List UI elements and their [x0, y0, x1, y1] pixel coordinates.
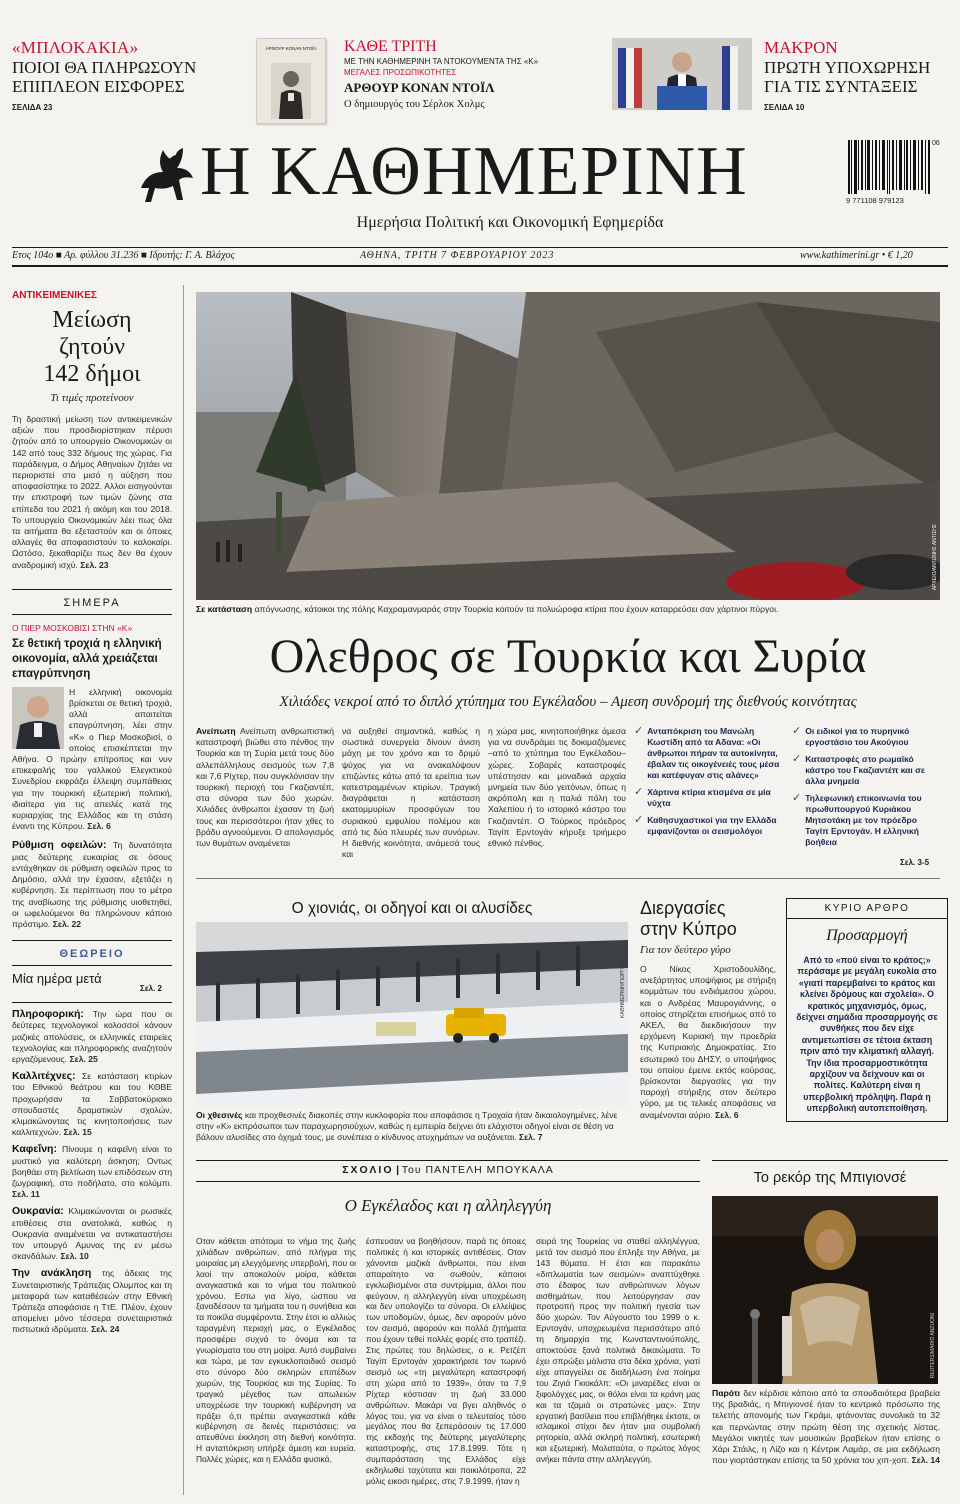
today-label: ΣΗΜΕΡΑ [63, 596, 121, 609]
comment-title[interactable]: Ο Εγκέλαδος και η αλληλεγγύη [344, 1196, 552, 1215]
teaser-kicker: ΜΑΚΡΟΝ [764, 38, 838, 57]
teaser-title: ΕΠΙΠΛΕΟΝ ΕΙΣΦΟΡΕΣ [12, 77, 185, 96]
brief-body: Πίνουμε η καφεΐνη είναι το μυστικό για καλύτερη άσκηση; Οντως βοηθάει στη βελτίωση των επιδόσεων στη ζωγραφική, στο ποδήλατο, στο κολύμπι. [12, 1144, 172, 1188]
cyprus-headline[interactable]: Διεργασίες [640, 898, 726, 918]
brief-ref[interactable]: Σελ. 15 [63, 1127, 92, 1138]
editorial-box [786, 898, 948, 1122]
comment-sep: | [396, 1164, 400, 1176]
main-subhead: Χιλιάδες νεκροί από το διπλό χτύπημα του Εγκέλαδου – Αμεση συνδρομή της διεθνούς κοινότητας [279, 694, 857, 710]
teaser-subline: ΜΕ ΤΗΝ ΚΑΘΗΜΕΡΙΝΗ ΤΑ ΝΤΟΚΟΥΜΕΝΤΑ ΤΗΣ «Κ» [344, 57, 539, 66]
brief-item [12, 1144, 172, 1200]
brief-body: της άδειας της Συνεταιριστικής Τράπεζας Ολυμπος και τη μεταφορά των καταθέσεών στην Εθνική Τράπεζα αποφάσισε η ΤτΕ. Πλέον, έχουν απομείνει μόνο τέσσερα συνεταιριστικά πιστωτικά ιδρύματα. [12, 1268, 173, 1335]
bullet-item[interactable]: ✓ Χάρτινα κτίρια κτισμένα σε μία νύχτα [634, 786, 771, 808]
interview-block [12, 687, 172, 833]
dateline-rule-bottom [12, 265, 948, 267]
editorial-title[interactable]: Προσαρμογή [826, 927, 908, 944]
comment-col3 [536, 1236, 700, 1465]
editorial-body: Από το «πού είναι το κράτος;» περάσαμε με μεγάλη ευκολία στο «γιατί παρεμβαίνει το κράτος και κλείνει δρόμους και σχολεία». Ο κρατικός μηχανισμός, όμως, δείχνει σημάδια προσαρμογής σε συνθήκες που δεν είχε αντιμετωπίσει σε τέτοια έκταση πριν από την κλιματική αλλαγή. Την ίδια προσαρμοστικότητα αρχίζουν να δείχνουν και οι πολίτες. Καλύτερη είναι η υπερβολική πρόληψη. Παρά η υπερβολική αυτοπεποίθηση. [796, 955, 938, 1114]
cyprus-body-wrap [640, 964, 776, 1121]
main-bullets-a [634, 726, 784, 837]
snow-photo-credit: ΚΑΘΗΜΕΡΙΝΗ/ΓΙΩΡΓΟΣ [620, 962, 626, 1018]
main-body-col3 [488, 726, 626, 849]
snow-caption-text: και προχθεσινές διακοπές στην κυκλοφορία που αποφάσισε η Τροχαία ήταν δικαιολογημένες, λένε στην «Κ» εκπρόσωποι των παραχωρησιούχων, καθώς η εμπειρία δείχνει ότι ελάχιστοι οδηγοί είναι σε θέση να βάλουν αλυσίδες στο όχημά τους, με συνέπεια ο κίνδυνος ατυχημάτων να αυξάνεται. [196, 1110, 618, 1143]
macron-photo-illustration [612, 38, 752, 110]
story-body-wrap [12, 414, 172, 571]
comment-header [196, 1164, 700, 1176]
earthquake-photo[interactable] [196, 292, 940, 600]
teaser-conan-doyle[interactable] [344, 38, 564, 110]
teaser-subline: ΜΕΓΑΛΕΣ ΠΡΟΣΩΠΙΚΟΤΗΤΕΣ [344, 68, 457, 77]
caption-text: απόγνωσης, κάτοικοι της πόλης Καχραμανμαράς στην Τουρκία κοιτούν τα πολυώροφα κτίρια που έχουν καταρρεύσει σαν χάρτινοι πύργοι. [254, 604, 779, 614]
teaser-title: ΑΡΘΟΥΡ ΚΟΝΑΝ ΝΤΟΪΛ [344, 80, 495, 95]
settle-body: Τη δυνατότητα μιας δεύτερης ευκαιρίας σε όσους εντάχθηκαν σε ρύθμιση οφειλών προς το Δημόσιο, αλλά την έχασαν, εξετάζει η κυβέρνηση. Σε περίπτωση που το μέτρο της αναβίωσης της ρύθμισης υιοθετηθεί, οι ωφελούμενοι θα πληρώνουν κάποιο πρόστιμο. [12, 840, 172, 929]
brief-title[interactable]: Καλλιτέχνες: [12, 1070, 76, 1083]
bullet-item[interactable]: ✓ Καταστροφές στο ρωμαϊκό κάστρο του Γκαζιαντέπ και σε άλλα μνημεία [792, 753, 925, 786]
comment-text: σειρά της Τουρκίας να σταθεί αλληλέγγυα, μετά τον σεισμό που έπληξε την Αθήνα, με 143 θύματα. Η έτσι και παρακάτω «διπλωματία των σεισμών» αναπτύχθηκε στο έδαφος των ανθρώπινων λόγων αισθημάτων, που λειτούργησαν σαν προτροπή προς την πολιτική ηγεσία των δύο χωρών. Τον Αύγουστο του 1999 ο κ. Ερντογάν, υποχρεωμένα περισσότερο από τη δημαρχία της Κωνσταντινούπολης, αποκτούσε ξανά πολιτικά δικαιώματα. Το έχει σπρώξει μάλιστα στα δέκα χρόνια, γιατί είχε απαγγείλει σε διαδήλωση ένα ποίημα του Ζιγιά Γκιοκάλπ: «Οι μιναρέδες είναι οι ξιφολόγχες μας, οι θόλοι είναι τα κράνη μας και τα τζαμιά οι στρατώνες μας». Στην εργατική βασίλεια που επιβλήθηκε έκτοτε, οι ισλαμικοί στίχοι δεν ήταν μια συμβολική ρητορεία, αλλά σκληρή πολιτική, εσωτερική και εξωτερική. Μολαταύτα, ο πρώτος λόγος ανήκει πάντα στην αλληλεγγύη. [536, 1236, 700, 1465]
beyonce-rule [712, 1160, 948, 1161]
beyonce-ref[interactable]: Σελ. 14 [911, 1455, 940, 1466]
snow-photo-illustration [196, 922, 628, 1106]
brief-ref[interactable]: Σελ. 25 [69, 1053, 98, 1064]
brief-item [12, 1268, 172, 1335]
brief-title[interactable]: Πληροφορική: [12, 1008, 84, 1021]
comment-author: Του ΠΑΝΤΕΛΗ ΜΠΟΥΚΑΛΑ [401, 1164, 554, 1176]
snow-ref[interactable]: Σελ. 7 [518, 1132, 543, 1143]
theory-banner [12, 940, 172, 966]
barcode [846, 140, 944, 208]
comment-rule-top [196, 1160, 700, 1161]
comment-col1 [196, 1236, 356, 1465]
beyonce-headline[interactable]: Το ρεκόρ της Μπιγιονσέ [753, 1170, 907, 1186]
column-divider [183, 285, 184, 1495]
story-headline: 142 δήμοι [43, 361, 141, 387]
bullet-item[interactable]: ✓ Οι ειδικοί για το πυρηνικό εργοστάσιο του Ακούγιου [792, 725, 910, 747]
settle-title[interactable]: Ρύθμιση οφειλών: [12, 839, 107, 852]
theory-title: Μία ημέρα μετά [12, 971, 102, 987]
check-icon: ✓ [634, 814, 644, 826]
cyprus-headline[interactable]: στην Κύπρο [640, 919, 737, 939]
photo-caption [196, 604, 940, 615]
comment-label: ΣΧΟΛΙΟ [342, 1164, 394, 1176]
beyonce-caption-text: δεν κέρδισε κάποιο από τα σπουδαιότερα βραβεία της βραδιάς, η Μπιγιονσέ ήταν το κεντρικό πρόσωπο της τελετής απονομής των Γκράμι, φτάνοντας συνολικά τα 32 και περνώντας στην πρώτη θέση της σχετικής λίστας. Μεγάλοι νικητές των μουσικών βραβείων ήταν επίσης ο Χάρι Στάιλς, η Λίζο και η Κέντρικ Λαμάρ, σε μια εκδήλωση που γιορτάστηκαν επίσης τα 50 χρόνια του χιπ-χοπ. [712, 1388, 940, 1466]
check-icon: ✓ [792, 792, 802, 804]
dateline-left: Ετος 104ο ■ Αρ. φύλλου 31.236 ■ Ιδρυτής: Γ. Α. Βλάχος [12, 250, 235, 261]
beyonce-photo-illustration [712, 1196, 938, 1384]
check-icon: ✓ [792, 725, 802, 737]
beyonce-caption [712, 1388, 940, 1466]
brief-body: Σε κατάσταση κτιρίων του Εθνικού θεάτρου και του ΚΘΒΕ προχωρήσαν τα Σαββατοκύριακο σπουδαστές δραματικών σχολών, κλιμακώνοντας τις κινητοποιήσεις των καλλιτεχνών. [12, 1071, 173, 1138]
settle-ref[interactable]: Σελ. 22 [52, 918, 82, 929]
story-headline: ζητούν [59, 334, 125, 360]
teaser-title: ΠΟΙΟΙ ΘΑ ΠΛΗΡΩΣΟΥΝ [12, 58, 197, 77]
comment-col2 [366, 1236, 526, 1487]
main-ref[interactable]: Σελ. 3-5 [900, 858, 930, 867]
earthquake-photo-illustration [196, 292, 940, 600]
today-banner [12, 589, 172, 615]
teaser-kicker: «ΜΠΛΟΚΑΚΙΑ» [12, 38, 139, 57]
story-body: Τη δραστική μείωση των αντικειμενικών αξιών που προσδιορίστηκαν πέρυσι ζητούν από το υπουργείο Οικονομικών οι 142 από τους 332 δήμους της χώρας. Για παράδειγμα, ο Δήμος Αθηναίων ζητάει να περιοριστεί στο μισό η αύξηση που αποφασίστηκε το 2022. Αλλοι εισηγούνται την επιστροφή των τιμών ζώνης στα επίπεδα του 2021 ή ακόμη και του 2018. Το υπουργείο Οικονομικών λέει πως όλα τα αιτήματα θα εξεταστούν και οι όποιες αλλαγές θα αποφασιστούν το καλοκαίρι. Ωστόσο, ξεκαθαρίζει πως δεν θα έχουν αναδρομική ισχύ. [12, 414, 172, 570]
snow-caption-lead: Οι χθεσινές [196, 1110, 243, 1120]
settle-brief [12, 840, 172, 930]
dateline-right: www.kathimerini.gr • € 1,20 [800, 250, 913, 261]
brief-item [12, 1071, 172, 1138]
caption-lead: Σε κατάσταση [196, 604, 253, 614]
teaser-kicker: ΚΑΘΕ ΤΡΙΤΗ [344, 38, 437, 55]
theory-item[interactable] [12, 970, 172, 998]
story-kicker: ΑΝΤΙΚΕΙΜΕΝΙΚΕΣ [12, 290, 97, 301]
main-body-text: Ανείπωτη ανθρωπιστική καταστροφή βιώθει στο πένθος την Τουρκία και τη Συρία μετά τους δύο αλλεπάλληλους σεισμούς των 7,8 και 7,6 Ρίχτερ, που συγκλόνισαν την τουρκική περιοχή του Γκαζιαντέπ, στα σύνορα των δύο χωρών. Χιλιάδες άνθρωποι έχασαν τη ζωή τους και περισσότεροι ήταν χθες το βράδυ αγνοούμενοι. Ο απολογισμός των θυμάτων αναμένεται [196, 726, 334, 849]
brief-item [12, 1009, 172, 1065]
book-title: ΑΡΘΟΥΡ ΚΟΝΑΝ ΝΤΟΪΛ [265, 46, 317, 51]
brief-ref[interactable]: Σελ. 10 [60, 1251, 89, 1262]
beyonce-caption-lead: Παρότι [712, 1388, 741, 1398]
teaser-macron[interactable] [764, 38, 954, 112]
pegasus-logo-icon [133, 142, 199, 208]
main-body-text: η χώρα μας, κινητοποιήθηκε άμεσα για να συνδράμει τις δοκιμαζόμενες –από το χτύπημα του Εγκέλαδου– χώρες. Σοβαρές καταστροφές υπέστησαν και μοναδικά αρχαία μνημεία των δύο γειτόνων, όπως η ακρόπολη και η παλιά πόλη του Χαλεπίου ή το ιστορικό κάστρο του Γκαζιαντέπ. Ο Τούρκος πρόεδρος Ταγίπ Ερντογάν κήρυξε τριήμερο εθνικό πένθος. [488, 726, 626, 849]
brief-title[interactable]: Καφεΐνη: [12, 1143, 57, 1156]
bullet-item[interactable]: ✓ Τηλεφωνική επικοινωνία του πρωθυπουργού Κυριάκου Μητσοτάκη με τον πρόεδρο Ταγίπ Ερντογάν. Η ελληνική βοήθεια [792, 792, 922, 847]
barcode-digits: 9 771108 979123 [846, 196, 904, 205]
story-ref[interactable]: Σελ. 23 [80, 559, 109, 570]
snow-headline[interactable]: Ο χιονιάς, οι οδηγοί και οι αλυσίδες [291, 900, 533, 917]
snow-photo[interactable] [196, 922, 628, 1106]
section-divider [196, 878, 940, 879]
beyonce-photo-credit: REUTERS/MARIO ANZUONI [930, 1312, 936, 1378]
dateline-center: ΑΘΗΝΑ, ΤΡΙΤΗ 7 ΦΕΒΡΟΥΑΡΙΟΥ 2023 [360, 250, 555, 261]
comment-text: Οταν κάθεται απότομα το νήμα της ζωής χιλιάδων ανθρώπων, από πλήγμα της μοιραίας μη ελεγχόμενης υπερβολή, που οι λαοί την αποκαλούν μοίρα, κάθεται αναγκαστικά και το νήμα του πολιτικού χρόνου. Εστω για λίγο, ώσπου να ξαναδέσουν τα τμήματα του η συνήθεια και τα ποικίλα συμφέροντα. Στην έτσι κι αλλιώς ταραγμένη περιοχή μας, ο Εγκέλαδος προσφέρει συχνά το όνομα και τα γνωρίσματα του στη μοίρα. Αυτό συμβαίνει και τώρα, με τον εγκυκλοπαιδικό σεισμό στο σύνορο δύο σκληρών επιπέδων χωρών, της Τουρκίας και της Συρίας. Το τραγικό μέγεθος των απωλειών υποχρέωσε την τουρκική κυβέρνηση να πράξει ό,τι πρέπει αναγκαστικά κάθε κυβέρνηση σε δεινές περιστάσεις: να απευθύνει έκκληση στη διεθνή κοινότητα. Η ανταπόκριση υπήρξε άμεση και ευρεία. Πολλές χώρες, και η Ελλάδα φυσικά, [196, 1236, 356, 1465]
teaser-title: ΓΙΑ ΤΙΣ ΣΥΝΤΑΞΕΙΣ [764, 77, 918, 96]
teaser-desc: Ο δημιουργός του Σέρλοκ Χολμς [344, 99, 485, 110]
macron-photo[interactable] [612, 38, 752, 110]
brief-ref[interactable]: Σελ. 11 [12, 1189, 40, 1200]
interview-ref[interactable]: Σελ. 6 [87, 821, 111, 832]
cyprus-body: Ο Νίκος Χριστοδουλίδης, ανεξάρτητος υποψήφιος με στήριξη κομμάτων του ενδιάμεσου χώρου, και ο Ανδρέας Μαυρογιάννης, ο οποίος στηρίζεται επισήμως από το ΑΚΕΛ, θα διεκδικήσουν την ερχόμενη Κυριακή την προεδρία της Κυπριακής Δημοκρατίας. Στο εσωτερικό του ΔΗΣΥ, ο υποψήφιος του οποίου έμεινε εκτός κούρσας, βρίσκονται διεργασίες για την παροχή στήριξης στον δεύτερο γύρο, με τις τελικές αποφάσεις να αναμένονται αύριο. [640, 964, 776, 1120]
story-subhead: Τι τιμές προτείνουν [50, 392, 134, 404]
interview-title[interactable]: Σε θετική τροχιά η ελληνική οικονομία, αλλά χρειάζεται επαγρύπνηση [12, 637, 162, 680]
main-body-text: να αυξηθεί σημαντικά, καθώς η σωστικά συνεργεία δίνουν άνιση μάχη με τον χρόνο και το δριμύ ψύχος για να ανακαλύψουν επιζώντες κάτω από τα ερείπια των κατεστραμμένων κτιρίων. Τραγική διαγράφεται η κατάσταση εκατομμυρίων προσφύγων του συριακού εμφυλίου πολέμου και από τις δύο πλευρές των συνόρων. Η διεθνής κοινότητα, ανάμεσά τους και [342, 726, 480, 860]
check-icon: ✓ [634, 725, 644, 737]
main-bullets-b [792, 726, 942, 848]
brief-title[interactable]: Ουκρανία: [12, 1205, 64, 1218]
dateline-rule-top [12, 247, 948, 248]
interview-kicker: Ο ΠΙΕΡ ΜΟΣΚΟΒΙΣΙ ΣΤΗΝ «Κ» [12, 622, 133, 633]
interview-body: Η ελληνική οικονομία βρίσκεται σε θετική τροχιά, αλλά απαιτείται επαγρύπνηση, λέει στην «Κ» ο Πιερ Μοσκοβισί, ο οποίος επισκέπτεται την Αθήνα. Ο πρώην επίτροπος και νυν επικεφαλής του γαλλικού Ελεγκτικού Συνεδρίου εκφράζει έλλειψη συμπάθειας για την τουρκική εξωτερική πολιτική, ιδιαίτερα για τις απειλές κατά της κυριαρχίας της Ελλάδος και τη στάση έναντι της Κύπρου. [12, 686, 172, 832]
brief-body: Την ώρα που οι δεύτερες τεχνολογικοί κολοσσοί κάνουν μαζικές απολύσεις, οι ελληνικές εταιρείες τεχνολογίας και πληροφορικής αναζητούν εργαζόμενους. [12, 1009, 172, 1064]
bullet-item[interactable]: ✓ Καθησυχαστικοί για την Ελλάδα εμφανίζονται οι σεισμολόγοι [634, 814, 777, 836]
left-column [12, 290, 172, 1336]
main-body-col1: Ανείπωτη Ανείπωτη ανθρωπιστική καταστροφή βιώθει στο πένθος την Τουρκία και τη Συρία μετά τους δύο αλλεπάλληλους σεισμούς των 7,8 και 7,6 Ρίχτερ, που συγκλόνισαν την τουρκική περιοχή του Γκαζιαντέπ, στα σύνορα των δύο χωρών. Χιλιάδες άνθρωποι έχασαν τη ζωή τους και περισσότεροι ήταν χθες το βράδυ αγνοούμενοι. Ο απολογισμός των θυμάτων αναμένεται [196, 726, 334, 849]
newspaper-subtitle: Ημερήσια Πολιτική και Οικονομική Εφημερίδα [356, 214, 664, 231]
cyprus-story [640, 898, 776, 1121]
main-body-col2 [342, 726, 480, 860]
teaser-blokakia[interactable] [12, 38, 222, 112]
barcode-icon [846, 140, 938, 194]
brief-title[interactable]: Την ανάκληση [12, 1267, 92, 1280]
briefs-divider [12, 1002, 172, 1003]
comment-rule-bottom [196, 1181, 700, 1182]
brief-ref[interactable]: Σελ. 24 [91, 1324, 120, 1335]
brief-body: Κλιμακώνονται οι ρωσικές επιθέσεις στα ανατολικά, καθώς η Ουκρανία αναμένεται να αντικαταστήσει τον υπουργό Αμυνας της εν μέσω σκανδάλων. [12, 1206, 172, 1262]
teaser-title: ΠΡΩΤΗ ΥΠΟΧΩΡΗΣΗ [764, 58, 931, 77]
teaser-page: ΣΕΛΙΔΑ 10 [764, 103, 805, 112]
main-headline[interactable]: Ολεθρος σε Τουρκία και Συρία [269, 630, 867, 683]
barcode-issue: 06 [932, 140, 940, 147]
newspaper-title: Η ΚΑΘΗΜΕΡΙΝΗ [200, 133, 748, 210]
cyprus-subhead: Για τον δεύτερο γύρο [640, 944, 731, 956]
photo-credit: ΑΡΧΕΙΟ/ΑΝΤΩΝΗΣ ΑΝΤΙΣΗΣ [932, 523, 938, 590]
bullet-item[interactable]: ✓ Ανταπόκριση του Μανώλη Κωστίδη από τα Αδανα: «Οι άνθρωποι πήραν τα αυτοκίνητα, έβαλαν τις οικογένειές τους μέσα και κατέφυγαν στις αλάνες» [634, 725, 780, 780]
teaser-page: ΣΕΛΙΔΑ 23 [12, 103, 53, 112]
theory-label: ΘΕΩΡΕΙΟ [59, 948, 125, 961]
moscovici-photo [12, 687, 64, 749]
story-headline: Μείωση [52, 307, 132, 333]
comment-text: έσπευσαν να βοηθήσουν, παρά τις όποιες πολιτικές ή και ιστορικές αντιθέσεις. Οταν χάνονται μαζικά άνθρωποι, που είναι απαραίτητο να σωθούν, κάποιοι εγκλωβισμένοι στα συντρίμμια, άλλοι που φεύγουν, η αλληλεγγύη είναι υποχρέωση και δεν υπολογίζει τα σύνορα. Οι ελλείψεις των υποδομών, όμως, δεν αφορούν μόνο τον σεισμό, αφορούν και πολλά ζητήματα που έχουν τεθεί πολλές φορές στο τραπέζι. Στις πρώτες του δηλώσεις, ο κ. Ρετζέπ Ταγίπ Ερντογάν χαρακτήρισε τον τωρινό σεισμό ως «τη μεγαλύτερη καταστροφή στη χώρα από το 1939», όταν τα 7,9 Ρίχτερ κόστισαν τη ζωή 33.000 ανθρώπων. Μακάρι να βγει αληθινός ο λόγος του, για να είναι ο τελευταίος τόσο μεγάλος που θα ξεπεράσουν τις 17.000 της εκδοχής της δεύτερης μεγαλύτερης καταστροφής, στις 17.8.1999. Τότε η συμπαράσταση της Ελλάδος είχε εκδηλωθεί ταχύτατα και ποικιλότροπα, 22 μόλις εικοσι ημέρες, στις 7.9.1999, ήταν η [366, 1236, 526, 1486]
beyonce-photo[interactable] [712, 1196, 938, 1384]
theory-ref: Σελ. 2 [140, 984, 162, 994]
brief-item [12, 1206, 172, 1262]
conan-doyle-portrait [271, 63, 311, 119]
snow-caption [196, 1110, 628, 1144]
check-icon: ✓ [792, 753, 802, 765]
cyprus-ref[interactable]: Σελ. 6 [714, 1109, 739, 1120]
book-cover[interactable] [256, 38, 326, 124]
check-icon: ✓ [634, 786, 644, 798]
editorial-label: ΚΥΡΙΟ ΑΡΘΡΟ [787, 899, 947, 919]
